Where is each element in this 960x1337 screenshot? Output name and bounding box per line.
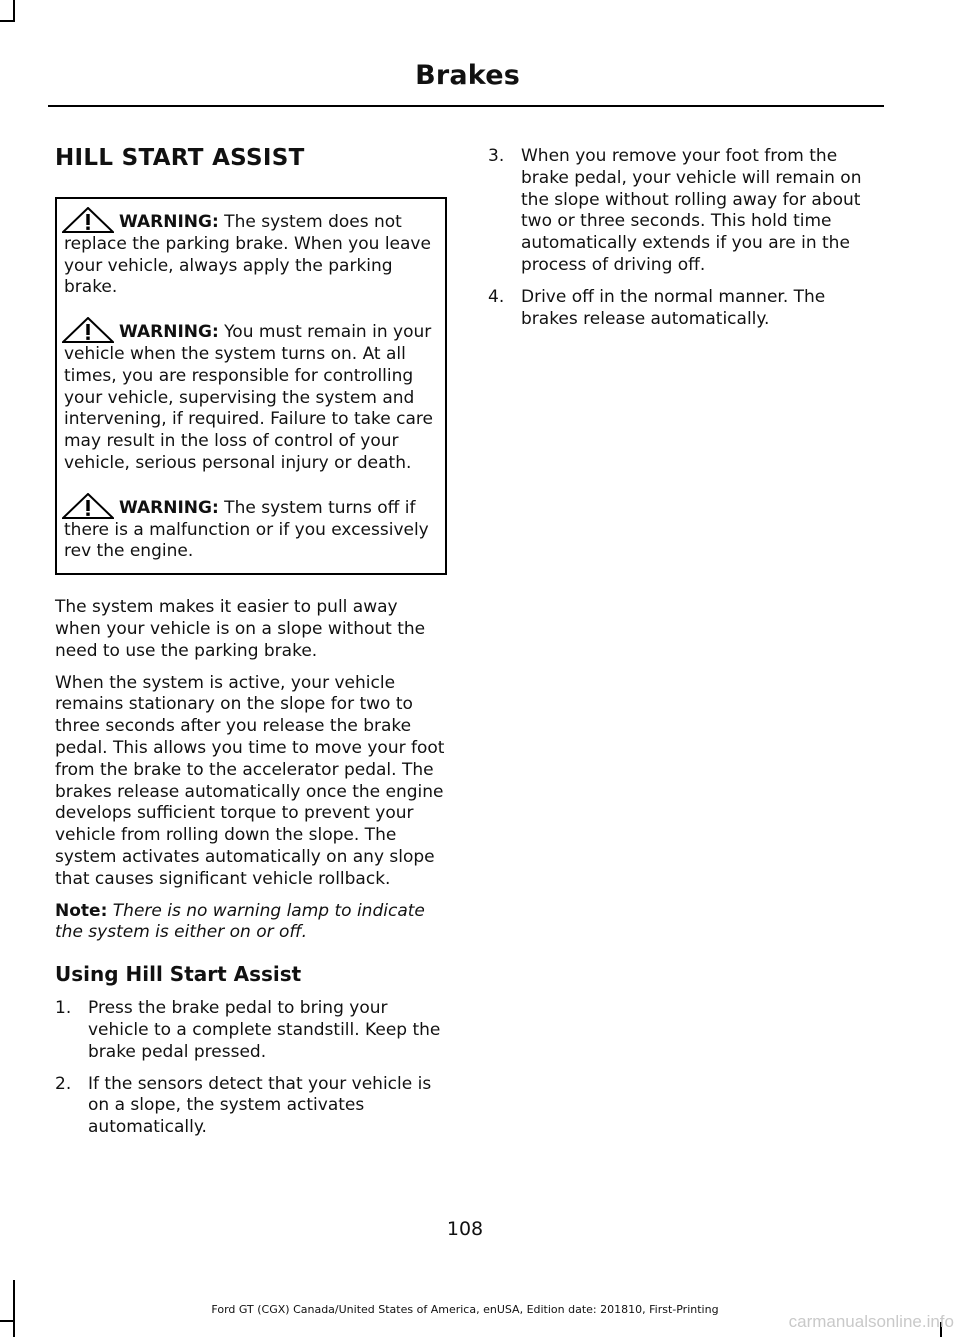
right-column (488, 146, 878, 340)
step-text: Press the brake pedal to bring your vehicle to a complete standstill. Keep the brake pedal pressed. (88, 998, 441, 1062)
crop-mark-bottom-left-h (0, 1320, 15, 1322)
warning-item (64, 493, 438, 563)
warning-label: WARNING: (119, 322, 219, 343)
page-number: 108 (446, 1218, 484, 1240)
step-number: 1. (55, 998, 72, 1019)
note-text: There is no warning lamp to indicate the system is either on or off. (55, 900, 425, 943)
warning-item (64, 207, 438, 299)
warning-triangle-icon (62, 207, 114, 233)
watermark: carmanualsonline.info (788, 1312, 954, 1331)
crop-mark-top-left-v (13, 0, 15, 22)
note-paragraph (55, 901, 447, 945)
step-number: 2. (55, 1073, 72, 1094)
step-number: 4. (488, 286, 505, 307)
steps-list-part-1 (55, 998, 447, 1139)
crop-mark-top-left-h (0, 20, 15, 22)
body-paragraph: The system makes it easier to pull away when your vehicle is on a slope without the need to use the parking brake. (55, 597, 426, 661)
step-text: Drive off in the normal manner. The brakes release automatically. (521, 286, 826, 329)
warning-text: The system turns off if there is a malfunction or if you excessively rev the engine. (64, 497, 429, 562)
list-item (488, 146, 878, 277)
left-column (55, 145, 447, 1149)
footer-edition-info: Ford GT (CGX) Canada/United States of America, enUSA, Edition date: 201810, First-Printing (211, 1303, 719, 1316)
steps-list-part-2 (488, 146, 878, 330)
warning-text: The system does not replace the parking brake. When you leave your vehicle, always apply the parking brake. (64, 212, 431, 298)
list-item (55, 1074, 447, 1139)
step-text: If the sensors detect that your vehicle is on a slope, the system activates automatically. (88, 1073, 432, 1138)
chapter-title: Brakes (415, 60, 520, 91)
section-title: HILL START ASSIST (55, 145, 305, 171)
warning-triangle-icon (62, 493, 114, 519)
header-divider (48, 105, 884, 107)
list-item (488, 287, 878, 331)
warning-text: You must remain in your vehicle when the system turns on. At all times, you are responsible for controlling your vehicle, supervising the system and intervening, if required. Failure to take care may result in the loss of control of your vehicle, serious personal injury or death. (64, 322, 433, 473)
step-text: When you remove your foot from the brake pedal, your vehicle will remain on the slope without rolling away for about two or three seconds. This hold time automatically extends if you are in the process of driving off. (521, 146, 862, 275)
warning-label: WARNING: (119, 497, 219, 518)
subsection-title: Using Hill Start Assist (55, 962, 302, 987)
body-paragraph: When the system is active, your vehicle remains stationary on the slope for two to three seconds after you release the brake pedal. This allows you time to move your foot from the brake to the accelerator pedal. The brakes release automatically once the engine develops sufficient torque to prevent your vehicle from rolling down the slope. The system activates automatically on any slope that causes significant vehicle rollback. (55, 672, 445, 889)
note-label: Note: (55, 900, 108, 921)
warning-box (55, 197, 447, 575)
warning-item (64, 317, 438, 475)
step-number: 3. (488, 146, 505, 166)
list-item (55, 998, 447, 1063)
warning-label: WARNING: (119, 212, 219, 232)
warning-triangle-icon (62, 317, 114, 343)
